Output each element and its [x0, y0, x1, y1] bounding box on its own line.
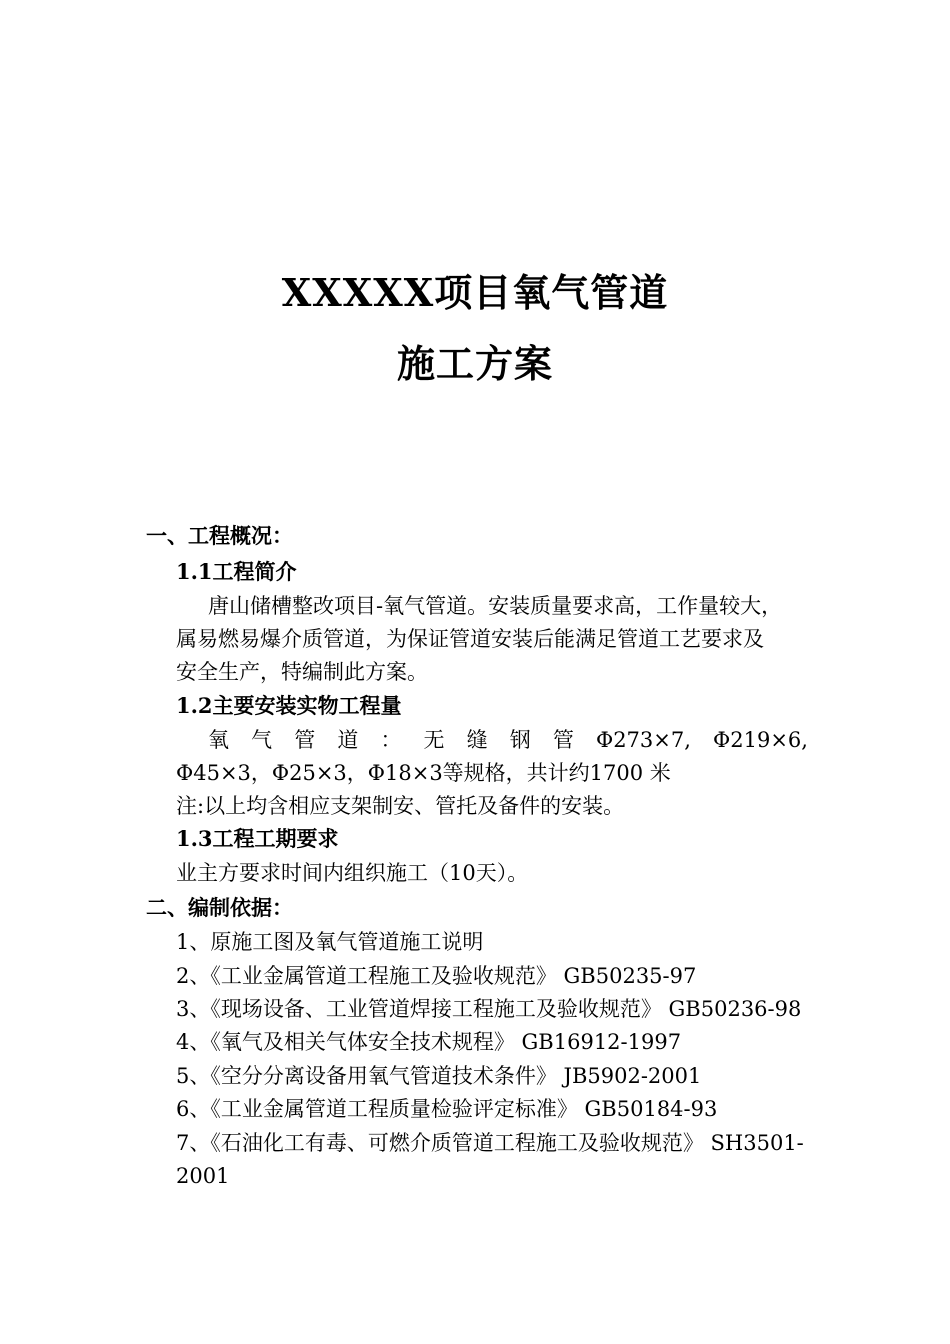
text-token: 氧: [208, 728, 229, 752]
section-1-2-note: 注:以上均含相应支架制安、管托及备件的安装。: [176, 794, 625, 818]
section-2-item-1: 1、原施工图及氧气管道施工说明: [176, 930, 484, 954]
text-token: ：: [380, 728, 402, 752]
document-title-line-2: 施工方案: [396, 341, 553, 386]
document-title-line-1: XXXXX项目氧气管道: [281, 270, 669, 315]
section-2-item-4: 4、《氧气及相关气体安全技术规程》 GB16912-1997: [176, 1030, 682, 1054]
section-1-3-para: 业主方要求时间内组织施工（10天）。: [176, 861, 529, 885]
section-2-item-3: 3、《现场设备、工业管道焊接工程施工及验收规范》 GB50236-98: [176, 997, 802, 1021]
section-1-heading: 一、工程概况：: [146, 523, 293, 548]
text-token: 气: [251, 728, 273, 752]
text-token: 无: [423, 728, 445, 752]
section-2-heading: 二、编制依据：: [146, 895, 293, 920]
section-2-item-6: 6、《工业金属管道工程质量检验评定标准》 GB50184-93: [176, 1097, 718, 1121]
section-1-1-para-line-3: 安全生产，特编制此方案。: [176, 660, 428, 684]
section-2-item-5: 5、《空分分离设备用氧气管道技术条件》 JB5902-2001: [176, 1064, 702, 1088]
section-1-2-line-2: Φ45×3，Φ25×3，Φ18×3等规格，共计约1700 米: [176, 761, 671, 785]
text-token: 钢: [509, 728, 531, 752]
section-1-3-heading: 1.3工程工期要求: [176, 826, 339, 851]
section-1-1-para-line-2: 属易燃易爆介质管道，为保证管道安装后能满足管道工艺要求及: [176, 627, 764, 651]
text-token: 缝: [466, 728, 488, 752]
section-1-1-para-line-1: 唐山储槽整改项目-氧气管道。安装质量要求高，工作量较大，: [208, 594, 783, 618]
section-1-2-line-1: [208, 725, 808, 755]
text-token: 管: [294, 728, 316, 752]
section-1-2-heading: 1.2主要安装实物工程量: [176, 693, 402, 718]
text-token: Φ219×6,: [713, 728, 808, 752]
section-1-1-heading: 1.1工程简介: [176, 559, 297, 584]
section-2-item-7: 7、《石油化工有毒、可燃介质管道工程施工及验收规范》 SH3501-: [176, 1131, 804, 1155]
text-token: 道: [337, 728, 359, 752]
section-2-item-2: 2、《工业金属管道工程施工及验收规范》 GB50235-97: [176, 964, 697, 988]
text-token: 管: [552, 728, 574, 752]
text-token: Φ273×7,: [595, 728, 691, 752]
section-2-item-7-continued: 2001: [176, 1164, 230, 1188]
